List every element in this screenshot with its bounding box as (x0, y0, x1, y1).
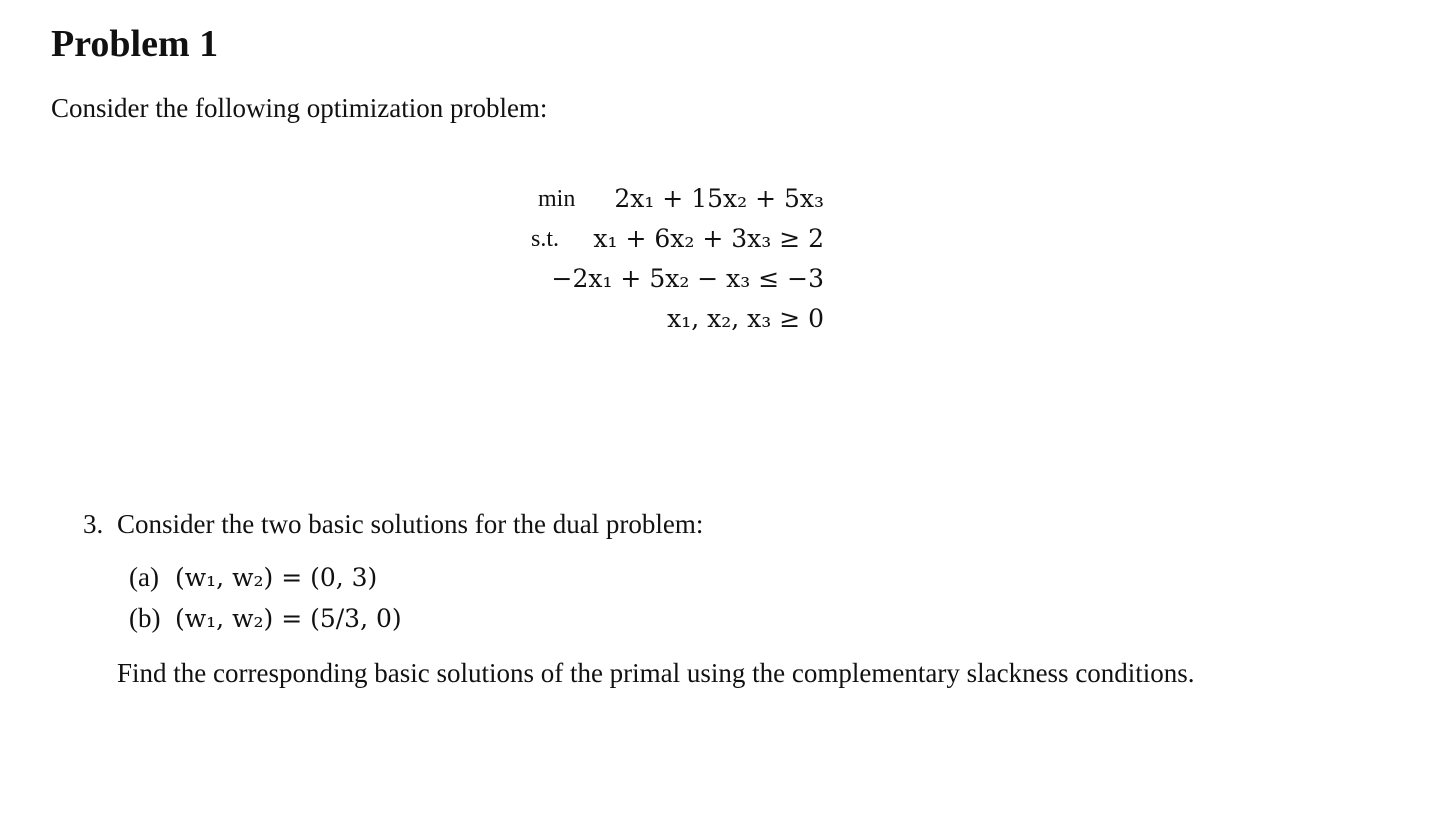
sub-item-b-tag: (b) (129, 603, 161, 633)
question-number: 3. (83, 509, 104, 539)
objective-label: min (538, 186, 576, 212)
sub-item-a-expression: (w₁, w₂) = (0, 3) (175, 563, 378, 592)
constraints-label: s.t. (531, 226, 560, 252)
intro-text: Consider the following optimization problem: (51, 93, 548, 123)
constraint-nonnegativity: x₁, x₂, x₃ ≥ 0 (667, 304, 824, 333)
objective-expression: 2x₁ + 15x₂ + 5x₃ (614, 184, 824, 213)
constraint-1: x₁ + 6x₂ + 3x₃ ≥ 2 (593, 224, 824, 253)
sub-item-a (129, 560, 377, 596)
problem-title: Problem 1 (51, 23, 219, 65)
sub-item-a-tag: (a) (129, 562, 159, 592)
constraint-2: −2x₁ + 5x₂ − x₃ ≤ −3 (551, 264, 824, 293)
sub-item-b (129, 601, 402, 637)
question-item (83, 506, 703, 542)
sub-item-b-expression: (w₁, w₂) = (5/3, 0) (175, 604, 402, 633)
closing-instruction: Find the corresponding basic solutions of the primal using the complementary slackness conditions. (117, 658, 1195, 688)
question-text: Consider the two basic solutions for the dual problem: (117, 509, 704, 539)
